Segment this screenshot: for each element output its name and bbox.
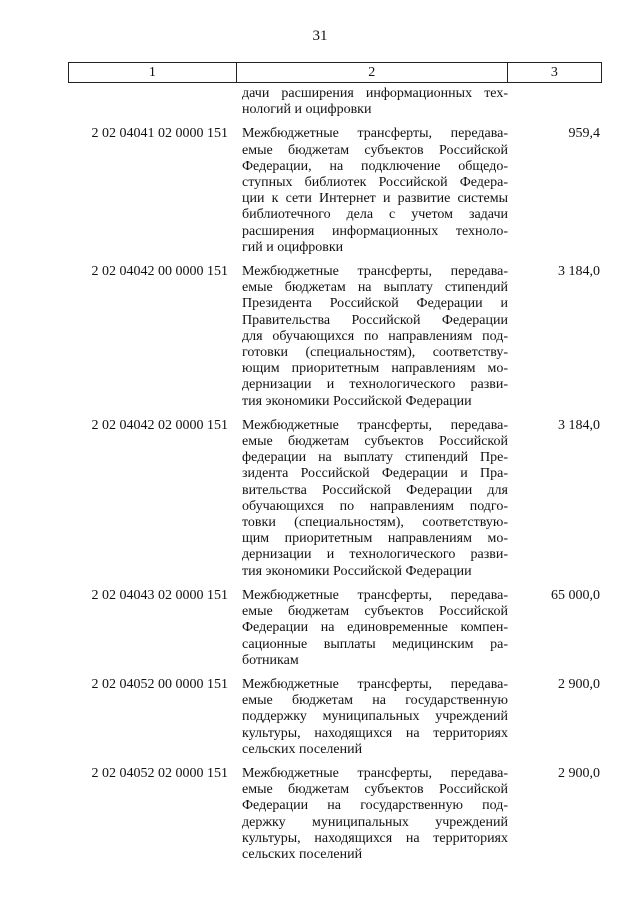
row-amount: 2 900,0	[558, 765, 600, 781]
description-line: готовки (специальностям), соответству-	[242, 345, 508, 361]
column-header-3: 3	[507, 63, 601, 83]
row-description	[236, 418, 508, 580]
table-row	[68, 418, 602, 580]
description-line: культуры, находящихся на территориях	[242, 725, 508, 741]
row-description	[236, 766, 508, 863]
description-line: Федерации, на подключение общедо-	[242, 158, 508, 174]
description-line: дачи расширения информационных тех-	[242, 86, 508, 101]
budget-code: 2 02 04043 02 0000 151	[91, 587, 228, 603]
description-line: Президента Российской Федерации и	[242, 296, 508, 312]
table-row	[68, 677, 602, 758]
description-line: Федерации на государственную под-	[242, 798, 508, 814]
description-line: товки (специальностям), соответствую-	[242, 515, 508, 531]
table-row	[68, 264, 602, 410]
table-header	[68, 62, 602, 83]
description-line: Межбюджетные трансферты, передава-	[242, 417, 508, 433]
description-line: для обучающихся по направлениям под-	[242, 328, 508, 344]
description-line: Межбюджетные трансферты, передава-	[242, 126, 508, 142]
description-line: федерации на выплату стипендий Пре-	[242, 450, 508, 466]
row-description	[236, 126, 508, 256]
description-line: Правительства Российской Федерации	[242, 312, 508, 328]
description-line: сационные выплаты медицинским ра-	[242, 636, 508, 652]
description-line: обучающихся по направлениям подго-	[242, 498, 508, 514]
row-description	[236, 588, 508, 669]
column-header-1: 1	[69, 63, 237, 83]
description-line: емые бюджетам субъектов Российской	[242, 434, 508, 450]
description-line: тия экономики Российской Федерации	[242, 393, 472, 409]
description-line: поддержку муниципальных учреждений	[242, 709, 508, 725]
description-line: емые бюджетам на государственную	[242, 693, 508, 709]
description-line: емые бюджетам субъектов Российской	[242, 604, 508, 620]
description-line: емые бюджетам на выплату стипендий	[242, 280, 508, 296]
row-amount: 3 184,0	[558, 417, 600, 433]
description-line: ступных библиотек Российской Федера-	[242, 175, 508, 191]
continuation-description	[236, 86, 508, 118]
description-line: держку муниципальных учреждений	[242, 814, 508, 830]
description-line: ботникам	[242, 652, 299, 668]
budget-code: 2 02 04052 00 0000 151	[91, 676, 228, 692]
budget-code: 2 02 04052 02 0000 151	[91, 765, 228, 781]
continuation-row	[68, 86, 602, 118]
description-line: емые бюджетам субъектов Российской	[242, 782, 508, 798]
table-row	[68, 766, 602, 863]
row-amount: 2 900,0	[558, 676, 600, 692]
table-body	[68, 86, 602, 863]
row-amount: 959,4	[568, 126, 600, 142]
description-line: емые бюджетам субъектов Российской	[242, 142, 508, 158]
description-line: библиотечного дела с учетом задачи	[242, 207, 508, 223]
description-line: Межбюджетные трансферты, передава-	[242, 676, 508, 692]
description-line: ции к сети Интернет и развитие системы	[242, 191, 508, 207]
column-header-2: 2	[236, 63, 507, 83]
page-number: 31	[312, 28, 328, 44]
description-line: Межбюджетные трансферты, передава-	[242, 587, 508, 603]
description-line: сельских поселений	[242, 846, 363, 862]
description-line: ющим приоритетным направлениям мо-	[242, 361, 508, 377]
rows-container	[68, 118, 602, 863]
row-description	[236, 677, 508, 758]
description-line: зидента Российской Федерации и Пра-	[242, 466, 508, 482]
row-description	[236, 264, 508, 410]
description-line: Межбюджетные трансферты, передава-	[242, 264, 508, 280]
description-line: сельских поселений	[242, 741, 363, 757]
description-line: щим приоритетным направлениям мо-	[242, 531, 508, 547]
description-line: культуры, находящихся на территориях	[242, 830, 508, 846]
description-line: гий и оцифровки	[242, 239, 344, 255]
description-line: Межбюджетные трансферты, передава-	[242, 765, 508, 781]
description-line: дернизации и технологического разви-	[242, 377, 508, 393]
description-line: тия экономики Российской Федерации	[242, 563, 472, 579]
description-line: нологий и оцифровки	[242, 102, 372, 118]
table-row	[68, 588, 602, 669]
table-row	[68, 126, 602, 256]
budget-code: 2 02 04042 02 0000 151	[91, 417, 228, 433]
budget-code: 2 02 04041 02 0000 151	[91, 126, 228, 142]
description-line: вительства Российской Федерации для	[242, 482, 508, 498]
description-line: Федерации на единовременные компен-	[242, 620, 508, 636]
row-amount: 3 184,0	[558, 264, 600, 280]
budget-code: 2 02 04042 00 0000 151	[91, 264, 228, 280]
row-amount: 65 000,0	[551, 587, 600, 603]
description-line: дернизации и технологического разви-	[242, 547, 508, 563]
description-line: расширения информационных техноло-	[242, 223, 508, 239]
